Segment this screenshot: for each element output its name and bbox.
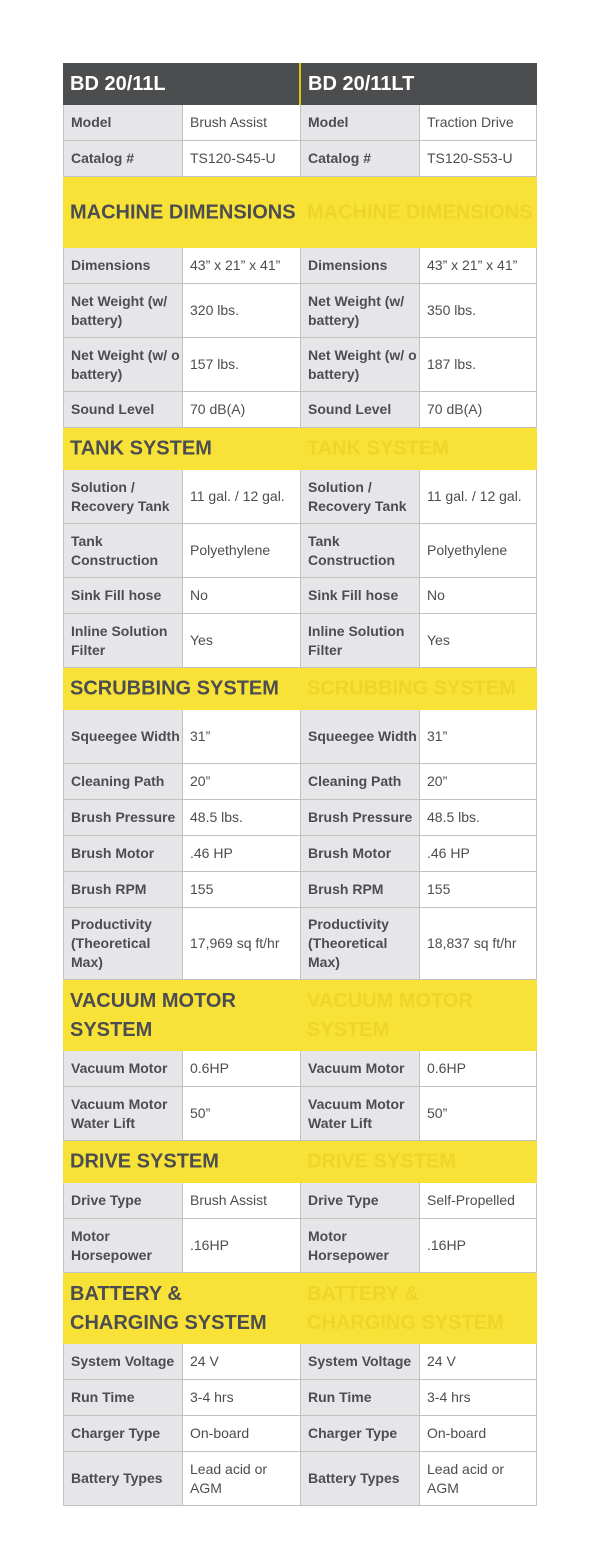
section-title-faded: DRIVE SYSTEM: [307, 1150, 456, 1173]
spec-value-right: 50”: [419, 1087, 537, 1141]
table-header: [63, 63, 537, 105]
spec-row: [63, 1344, 537, 1380]
spec-row: [63, 1380, 537, 1416]
spec-value-right: 18,837 sq ft/hr: [419, 908, 537, 980]
spec-row: [63, 800, 537, 836]
section-header: [63, 980, 537, 1051]
spec-label-right: Charger Type: [300, 1416, 419, 1452]
section-title-faded: BATTERY & CHARGING SYSTEM: [307, 1282, 504, 1334]
spec-label-right: Model: [300, 105, 419, 141]
spec-label-right: Net Weight (w/ battery): [300, 284, 419, 338]
spec-label-right: System Voltage: [300, 1344, 419, 1380]
spec-value-right: 187 lbs.: [419, 338, 537, 392]
spec-value-right: 11 gal. / 12 gal.: [419, 470, 537, 524]
section-title: BATTERY & CHARGING SYSTEM: [70, 1282, 267, 1334]
spec-value-left: 157 lbs.: [182, 338, 300, 392]
spec-label-left: Inline Solution Filter: [63, 614, 182, 668]
section-title-faded: TANK SYSTEM: [307, 437, 449, 460]
spec-row: [63, 284, 537, 338]
spec-label-right: Brush Motor: [300, 836, 419, 872]
spec-row: [63, 836, 537, 872]
spec-row: [63, 338, 537, 392]
spec-row: [63, 872, 537, 908]
spec-row: [63, 141, 537, 177]
model-header-left: BD 20/11L: [70, 73, 166, 95]
section-title-faded: SCRUBBING SYSTEM: [307, 677, 516, 700]
spec-value-left: Lead acid or AGM: [182, 1452, 300, 1506]
spec-label-left: Vacuum Motor: [63, 1051, 182, 1087]
spec-value-left: 320 lbs.: [182, 284, 300, 338]
spec-value-right: 3-4 hrs: [419, 1380, 537, 1416]
spec-value-left: TS120-S45-U: [182, 141, 300, 177]
spec-label-left: Squeegee Width: [63, 710, 182, 764]
spec-label-left: Model: [63, 105, 182, 141]
spec-value-right: 48.5 lbs.: [419, 800, 537, 836]
spec-row: [63, 105, 537, 141]
spec-label-left: Brush Motor: [63, 836, 182, 872]
spec-value-right: 350 lbs.: [419, 284, 537, 338]
spec-label-left: Sink Fill hose: [63, 578, 182, 614]
spec-value-left: No: [182, 578, 300, 614]
spec-value-right: Yes: [419, 614, 537, 668]
spec-label-left: Cleaning Path: [63, 764, 182, 800]
spec-value-left: 43” x 21” x 41”: [182, 248, 300, 284]
spec-label-left: Dimensions: [63, 248, 182, 284]
spec-value-left: 3-4 hrs: [182, 1380, 300, 1416]
spec-value-right: Polyethylene: [419, 524, 537, 578]
section-title: VACUUM MOTOR SYSTEM: [70, 989, 236, 1041]
spec-label-left: Motor Horsepower: [63, 1219, 182, 1273]
spec-label-left: Battery Types: [63, 1452, 182, 1506]
spec-comparison-table: [63, 63, 537, 1506]
spec-value-right: 43” x 21” x 41”: [419, 248, 537, 284]
spec-value-right: On-board: [419, 1416, 537, 1452]
spec-row: [63, 1416, 537, 1452]
spec-label-right: Sink Fill hose: [300, 578, 419, 614]
spec-value-left: 70 dB(A): [182, 392, 300, 428]
spec-row: [63, 1051, 537, 1087]
spec-value-left: 11 gal. / 12 gal.: [182, 470, 300, 524]
spec-label-right: Motor Horsepower: [300, 1219, 419, 1273]
spec-label-right: Brush Pressure: [300, 800, 419, 836]
spec-row: [63, 470, 537, 524]
section-header: [63, 428, 537, 470]
spec-value-right: 0.6HP: [419, 1051, 537, 1087]
spec-value-right: No: [419, 578, 537, 614]
spec-value-right: .46 HP: [419, 836, 537, 872]
section-title-faded: VACUUM MOTOR SYSTEM: [307, 989, 473, 1041]
spec-value-left: 48.5 lbs.: [182, 800, 300, 836]
spec-label-left: Sound Level: [63, 392, 182, 428]
spec-label-right: Vacuum Motor Water Lift: [300, 1087, 419, 1141]
spec-label-left: Brush RPM: [63, 872, 182, 908]
spec-value-right: Self-Propelled: [419, 1183, 537, 1219]
spec-label-right: Squeegee Width: [300, 710, 419, 764]
spec-value-left: .16HP: [182, 1219, 300, 1273]
spec-label-right: Cleaning Path: [300, 764, 419, 800]
spec-row: [63, 1219, 537, 1273]
spec-value-right: TS120-S53-U: [419, 141, 537, 177]
spec-value-right: .16HP: [419, 1219, 537, 1273]
spec-row: [63, 524, 537, 578]
section-header: [63, 1273, 537, 1344]
spec-label-right: Solution / Recovery Tank: [300, 470, 419, 524]
spec-label-left: Solution / Recovery Tank: [63, 470, 182, 524]
spec-label-left: Drive Type: [63, 1183, 182, 1219]
spec-row: [63, 908, 537, 980]
spec-value-left: Yes: [182, 614, 300, 668]
section-title-faded: MACHINE DIMENSIONS: [307, 201, 533, 223]
spec-value-left: 155: [182, 872, 300, 908]
spec-value-left: 0.6HP: [182, 1051, 300, 1087]
spec-value-right: 20”: [419, 764, 537, 800]
spec-value-right: 31”: [419, 710, 537, 764]
spec-value-left: 31”: [182, 710, 300, 764]
spec-value-left: 24 V: [182, 1344, 300, 1380]
spec-label-right: Dimensions: [300, 248, 419, 284]
section-header: [63, 177, 537, 248]
spec-row: [63, 392, 537, 428]
spec-label-right: Net Weight (w/ o battery): [300, 338, 419, 392]
spec-label-right: Sound Level: [300, 392, 419, 428]
spec-value-left: 20”: [182, 764, 300, 800]
spec-label-left: Vacuum Motor Water Lift: [63, 1087, 182, 1141]
spec-label-left: Brush Pressure: [63, 800, 182, 836]
spec-value-left: On-board: [182, 1416, 300, 1452]
spec-label-left: Net Weight (w/ battery): [63, 284, 182, 338]
spec-label-right: Drive Type: [300, 1183, 419, 1219]
spec-row: [63, 1452, 537, 1506]
spec-label-right: Brush RPM: [300, 872, 419, 908]
spec-value-left: .46 HP: [182, 836, 300, 872]
spec-value-left: 50”: [182, 1087, 300, 1141]
spec-row: [63, 764, 537, 800]
spec-label-right: Inline Solution Filter: [300, 614, 419, 668]
spec-value-right: 24 V: [419, 1344, 537, 1380]
spec-label-right: Vacuum Motor: [300, 1051, 419, 1087]
spec-value-left: 17,969 sq ft/hr: [182, 908, 300, 980]
spec-label-left: Productivity (Theoretical Max): [63, 908, 182, 980]
spec-row: [63, 614, 537, 668]
spec-value-right: 155: [419, 872, 537, 908]
spec-blocks: [63, 105, 537, 1506]
model-header-right: BD 20/11LT: [299, 63, 537, 105]
spec-label-left: Charger Type: [63, 1416, 182, 1452]
spec-row: [63, 1183, 537, 1219]
spec-value-right: Traction Drive: [419, 105, 537, 141]
spec-value-left: Brush Assist: [182, 105, 300, 141]
spec-label-right: Run Time: [300, 1380, 419, 1416]
spec-row: [63, 248, 537, 284]
spec-label-left: Run Time: [63, 1380, 182, 1416]
spec-row: [63, 1087, 537, 1141]
spec-label-right: Productivity (Theoretical Max): [300, 908, 419, 980]
spec-label-right: Battery Types: [300, 1452, 419, 1506]
section-header: [63, 668, 537, 710]
spec-label-right: Catalog #: [300, 141, 419, 177]
section-header: [63, 1141, 537, 1183]
spec-label-left: System Voltage: [63, 1344, 182, 1380]
section-title: SCRUBBING SYSTEM: [70, 677, 279, 700]
spec-row: [63, 578, 537, 614]
section-title: MACHINE DIMENSIONS: [70, 201, 296, 223]
spec-value-left: Brush Assist: [182, 1183, 300, 1219]
spec-label-right: Tank Construction: [300, 524, 419, 578]
spec-row: [63, 710, 537, 764]
spec-label-left: Net Weight (w/ o battery): [63, 338, 182, 392]
spec-value-right: 70 dB(A): [419, 392, 537, 428]
section-title: TANK SYSTEM: [70, 437, 212, 460]
spec-value-left: Polyethylene: [182, 524, 300, 578]
spec-label-left: Catalog #: [63, 141, 182, 177]
section-title: DRIVE SYSTEM: [70, 1150, 219, 1173]
spec-value-right: Lead acid or AGM: [419, 1452, 537, 1506]
spec-label-left: Tank Construction: [63, 524, 182, 578]
